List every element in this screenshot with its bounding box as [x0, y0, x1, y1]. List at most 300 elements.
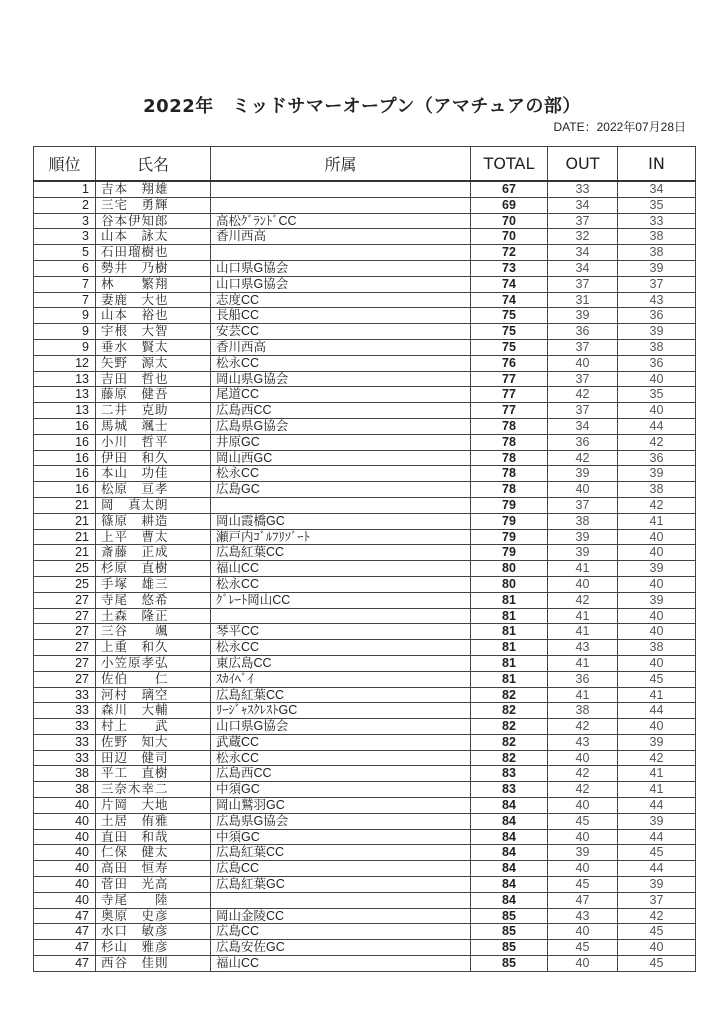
affiliation-cell: 山口県G協会	[211, 719, 471, 735]
rank-cell: 13	[34, 387, 96, 403]
out-cell: 40	[548, 924, 618, 940]
table-row	[34, 292, 696, 308]
out-cell: 41	[548, 608, 618, 624]
rank-cell: 12	[34, 355, 96, 371]
name-cell: 村上 武	[96, 719, 211, 735]
total-cell: 77	[471, 371, 548, 387]
total-cell: 81	[471, 608, 548, 624]
table-row	[34, 355, 696, 371]
affiliation-cell: 広島県G協会	[211, 418, 471, 434]
affiliation-cell: 福山CC	[211, 956, 471, 972]
total-cell: 84	[471, 861, 548, 877]
table-row	[34, 719, 696, 735]
total-cell: 67	[471, 181, 548, 197]
document-title: 2022年 ミッドサマーオープン（アマチュアの部）	[143, 96, 581, 117]
out-cell: 37	[548, 497, 618, 513]
rank-cell: 3	[34, 213, 96, 229]
out-cell: 37	[548, 371, 618, 387]
out-cell: 40	[548, 798, 618, 814]
affiliation-cell: ｸﾞﾚｰﾄ岡山CC	[211, 592, 471, 608]
table-row	[34, 766, 696, 782]
affiliation-cell: 中須GC	[211, 829, 471, 845]
rank-cell: 40	[34, 845, 96, 861]
total-cell: 84	[471, 798, 548, 814]
rank-cell: 9	[34, 324, 96, 340]
affiliation-cell	[211, 497, 471, 513]
affiliation-cell: 松永CC	[211, 750, 471, 766]
name-cell: 森川 大輔	[96, 703, 211, 719]
total-cell: 81	[471, 592, 548, 608]
in-cell: 44	[618, 703, 696, 719]
out-cell: 45	[548, 940, 618, 956]
name-cell: 矢野 源太	[96, 355, 211, 371]
affiliation-cell: 広島CC	[211, 861, 471, 877]
total-cell: 70	[471, 213, 548, 229]
total-cell: 75	[471, 339, 548, 355]
in-cell: 40	[618, 576, 696, 592]
out-cell: 41	[548, 687, 618, 703]
table-row	[34, 371, 696, 387]
out-cell: 41	[548, 655, 618, 671]
in-cell: 42	[618, 497, 696, 513]
affiliation-cell	[211, 181, 471, 197]
rank-cell: 40	[34, 861, 96, 877]
total-cell: 82	[471, 719, 548, 735]
rank-cell: 33	[34, 719, 96, 735]
in-cell: 33	[618, 213, 696, 229]
name-cell: 林 繁翔	[96, 276, 211, 292]
in-cell: 44	[618, 861, 696, 877]
header-rank: 順位	[34, 147, 96, 182]
in-cell: 38	[618, 339, 696, 355]
total-cell: 82	[471, 750, 548, 766]
in-cell: 41	[618, 513, 696, 529]
total-cell: 69	[471, 197, 548, 213]
table-row	[34, 592, 696, 608]
table-row	[34, 213, 696, 229]
out-cell: 40	[548, 829, 618, 845]
table-row	[34, 339, 696, 355]
rank-cell: 33	[34, 734, 96, 750]
total-cell: 74	[471, 276, 548, 292]
out-cell: 38	[548, 703, 618, 719]
rank-cell: 7	[34, 292, 96, 308]
table-row	[34, 908, 696, 924]
out-cell: 43	[548, 734, 618, 750]
total-cell: 81	[471, 655, 548, 671]
rank-cell: 16	[34, 434, 96, 450]
total-cell: 83	[471, 766, 548, 782]
in-cell: 39	[618, 877, 696, 893]
out-cell: 36	[548, 434, 618, 450]
rank-cell: 16	[34, 482, 96, 498]
name-cell: 石田瑠樹也	[96, 245, 211, 261]
table-row	[34, 703, 696, 719]
affiliation-cell: 瀬戸内ｺﾞﾙﾌﾘｿﾞｰﾄ	[211, 529, 471, 545]
in-cell: 39	[618, 592, 696, 608]
affiliation-cell: 山口県G協会	[211, 276, 471, 292]
out-cell: 40	[548, 576, 618, 592]
rank-cell: 13	[34, 371, 96, 387]
table-row	[34, 545, 696, 561]
rank-cell: 47	[34, 956, 96, 972]
affiliation-cell: 広島安佐GC	[211, 940, 471, 956]
out-cell: 41	[548, 624, 618, 640]
table-row	[34, 624, 696, 640]
table-row	[34, 561, 696, 577]
table-row	[34, 892, 696, 908]
name-cell: 土森 隆正	[96, 608, 211, 624]
name-cell: 妻鹿 大也	[96, 292, 211, 308]
name-cell: 山本 裕也	[96, 308, 211, 324]
name-cell: 吉田 哲也	[96, 371, 211, 387]
table-row	[34, 608, 696, 624]
affiliation-cell: 琴平CC	[211, 624, 471, 640]
name-cell: 小笠原孝弘	[96, 655, 211, 671]
table-row	[34, 513, 696, 529]
affiliation-cell: ｽｶｲﾍﾞｲ	[211, 671, 471, 687]
out-cell: 31	[548, 292, 618, 308]
total-cell: 78	[471, 466, 548, 482]
out-cell: 39	[548, 466, 618, 482]
out-cell: 45	[548, 877, 618, 893]
rank-cell: 16	[34, 418, 96, 434]
in-cell: 41	[618, 782, 696, 798]
in-cell: 44	[618, 418, 696, 434]
table-row	[34, 197, 696, 213]
table-row	[34, 861, 696, 877]
in-cell: 42	[618, 750, 696, 766]
in-cell: 36	[618, 450, 696, 466]
total-cell: 79	[471, 497, 548, 513]
out-cell: 43	[548, 640, 618, 656]
table-row	[34, 924, 696, 940]
results-table	[33, 146, 696, 972]
total-cell: 79	[471, 545, 548, 561]
table-row	[34, 276, 696, 292]
affiliation-cell: 広島紅葉CC	[211, 845, 471, 861]
table-row	[34, 813, 696, 829]
rank-cell: 27	[34, 640, 96, 656]
affiliation-cell: 福山CC	[211, 561, 471, 577]
affiliation-cell: 高松ｸﾞﾗﾝﾄﾞCC	[211, 213, 471, 229]
affiliation-cell: 井原GC	[211, 434, 471, 450]
total-cell: 78	[471, 418, 548, 434]
in-cell: 38	[618, 229, 696, 245]
rank-cell: 7	[34, 276, 96, 292]
in-cell: 40	[618, 940, 696, 956]
out-cell: 40	[548, 956, 618, 972]
name-cell: 平工 直樹	[96, 766, 211, 782]
in-cell: 45	[618, 845, 696, 861]
total-cell: 85	[471, 940, 548, 956]
affiliation-cell: 松永CC	[211, 466, 471, 482]
out-cell: 43	[548, 908, 618, 924]
affiliation-cell: 武蔵CC	[211, 734, 471, 750]
affiliation-cell: 中須GC	[211, 782, 471, 798]
in-cell: 38	[618, 245, 696, 261]
name-cell: 本山 功佳	[96, 466, 211, 482]
in-cell: 36	[618, 355, 696, 371]
affiliation-cell: 山口県G協会	[211, 260, 471, 276]
rank-cell: 27	[34, 624, 96, 640]
in-cell: 37	[618, 276, 696, 292]
name-cell: 篠原 耕造	[96, 513, 211, 529]
affiliation-cell: 松永CC	[211, 355, 471, 371]
table-row	[34, 877, 696, 893]
table-row	[34, 497, 696, 513]
name-cell: 馬城 颯士	[96, 418, 211, 434]
total-cell: 83	[471, 782, 548, 798]
name-cell: 田辺 健司	[96, 750, 211, 766]
rank-cell: 1	[34, 181, 96, 197]
rank-cell: 38	[34, 766, 96, 782]
total-cell: 82	[471, 703, 548, 719]
rank-cell: 9	[34, 339, 96, 355]
table-row	[34, 687, 696, 703]
rank-cell: 25	[34, 576, 96, 592]
total-cell: 84	[471, 829, 548, 845]
name-cell: 斎藤 正成	[96, 545, 211, 561]
header-in: IN	[618, 147, 696, 182]
rank-cell: 40	[34, 829, 96, 845]
affiliation-cell: 安芸CC	[211, 324, 471, 340]
table-row	[34, 434, 696, 450]
affiliation-cell: 広島GC	[211, 482, 471, 498]
rank-cell: 21	[34, 529, 96, 545]
name-cell: 直田 和哉	[96, 829, 211, 845]
in-cell: 37	[618, 892, 696, 908]
in-cell: 35	[618, 387, 696, 403]
out-cell: 40	[548, 750, 618, 766]
rank-cell: 33	[34, 750, 96, 766]
name-cell: 谷本伊知郎	[96, 213, 211, 229]
total-cell: 80	[471, 561, 548, 577]
total-cell: 85	[471, 956, 548, 972]
in-cell: 35	[618, 197, 696, 213]
out-cell: 42	[548, 450, 618, 466]
rank-cell: 21	[34, 513, 96, 529]
in-cell: 45	[618, 924, 696, 940]
affiliation-cell: 広島紅葉CC	[211, 687, 471, 703]
out-cell: 42	[548, 766, 618, 782]
rank-cell: 27	[34, 592, 96, 608]
in-cell: 40	[618, 624, 696, 640]
in-cell: 39	[618, 260, 696, 276]
table-row	[34, 466, 696, 482]
out-cell: 34	[548, 418, 618, 434]
rank-cell: 5	[34, 245, 96, 261]
table-row	[34, 734, 696, 750]
name-cell: 水口 敏彦	[96, 924, 211, 940]
name-cell: 杉山 雅彦	[96, 940, 211, 956]
out-cell: 36	[548, 671, 618, 687]
out-cell: 40	[548, 482, 618, 498]
table-row	[34, 260, 696, 276]
affiliation-cell: 広島紅葉GC	[211, 877, 471, 893]
affiliation-cell: 岡山金陵CC	[211, 908, 471, 924]
in-cell: 45	[618, 671, 696, 687]
table-row	[34, 655, 696, 671]
rank-cell: 33	[34, 703, 96, 719]
in-cell: 40	[618, 545, 696, 561]
name-cell: 西谷 佳則	[96, 956, 211, 972]
table-row	[34, 181, 696, 197]
header-row	[34, 147, 696, 182]
name-cell: 佐野 知大	[96, 734, 211, 750]
date-label: DATE：2022年07月28日	[553, 120, 686, 134]
in-cell: 40	[618, 529, 696, 545]
name-cell: 伊田 和久	[96, 450, 211, 466]
out-cell: 39	[548, 308, 618, 324]
total-cell: 84	[471, 813, 548, 829]
out-cell: 34	[548, 260, 618, 276]
affiliation-cell: 広島西CC	[211, 766, 471, 782]
total-cell: 82	[471, 687, 548, 703]
total-cell: 72	[471, 245, 548, 261]
table-row	[34, 671, 696, 687]
in-cell: 43	[618, 292, 696, 308]
in-cell: 45	[618, 956, 696, 972]
total-cell: 77	[471, 387, 548, 403]
affiliation-cell: 松永CC	[211, 640, 471, 656]
rank-cell: 2	[34, 197, 96, 213]
out-cell: 37	[548, 339, 618, 355]
out-cell: 39	[548, 845, 618, 861]
name-cell: 佐伯 仁	[96, 671, 211, 687]
name-cell: 二井 克助	[96, 403, 211, 419]
total-cell: 79	[471, 513, 548, 529]
out-cell: 42	[548, 592, 618, 608]
name-cell: 高田 恒寿	[96, 861, 211, 877]
total-cell: 78	[471, 482, 548, 498]
total-cell: 84	[471, 892, 548, 908]
in-cell: 42	[618, 908, 696, 924]
affiliation-cell: 広島西CC	[211, 403, 471, 419]
rank-cell: 40	[34, 813, 96, 829]
out-cell: 39	[548, 529, 618, 545]
affiliation-cell: 岡山西GC	[211, 450, 471, 466]
rank-cell: 16	[34, 450, 96, 466]
name-cell: 勢井 乃樹	[96, 260, 211, 276]
affiliation-cell: 広島紅葉CC	[211, 545, 471, 561]
affiliation-cell: 広島県G協会	[211, 813, 471, 829]
name-cell: 上平 曹太	[96, 529, 211, 545]
rank-cell: 38	[34, 782, 96, 798]
in-cell: 39	[618, 561, 696, 577]
total-cell: 76	[471, 355, 548, 371]
total-cell: 78	[471, 434, 548, 450]
table-row	[34, 529, 696, 545]
rank-cell: 47	[34, 940, 96, 956]
affiliation-cell	[211, 197, 471, 213]
out-cell: 36	[548, 324, 618, 340]
out-cell: 34	[548, 245, 618, 261]
rank-cell: 21	[34, 545, 96, 561]
total-cell: 75	[471, 324, 548, 340]
name-cell: 岡 真太朗	[96, 497, 211, 513]
name-cell: 山本 詠太	[96, 229, 211, 245]
name-cell: 吉本 翔雄	[96, 181, 211, 197]
affiliation-cell: 香川西高	[211, 229, 471, 245]
in-cell: 39	[618, 466, 696, 482]
total-cell: 79	[471, 529, 548, 545]
rank-cell: 27	[34, 655, 96, 671]
out-cell: 37	[548, 276, 618, 292]
rank-cell: 9	[34, 308, 96, 324]
rank-cell: 47	[34, 908, 96, 924]
out-cell: 37	[548, 213, 618, 229]
affiliation-cell	[211, 892, 471, 908]
name-cell: 上重 和久	[96, 640, 211, 656]
in-cell: 41	[618, 687, 696, 703]
table-row	[34, 750, 696, 766]
affiliation-cell: 岡山県G協会	[211, 371, 471, 387]
in-cell: 40	[618, 719, 696, 735]
affiliation-cell	[211, 245, 471, 261]
in-cell: 44	[618, 798, 696, 814]
in-cell: 39	[618, 324, 696, 340]
affiliation-cell: 東広島CC	[211, 655, 471, 671]
table-row	[34, 798, 696, 814]
table-row	[34, 956, 696, 972]
table-row	[34, 245, 696, 261]
out-cell: 38	[548, 513, 618, 529]
total-cell: 80	[471, 576, 548, 592]
name-cell: 寺尾 陸	[96, 892, 211, 908]
rank-cell: 40	[34, 798, 96, 814]
in-cell: 40	[618, 403, 696, 419]
affiliation-cell	[211, 608, 471, 624]
total-cell: 78	[471, 450, 548, 466]
rank-cell: 27	[34, 671, 96, 687]
total-cell: 77	[471, 403, 548, 419]
name-cell: 寺尾 悠希	[96, 592, 211, 608]
table-row	[34, 450, 696, 466]
header-total: TOTAL	[471, 147, 548, 182]
table-row	[34, 640, 696, 656]
in-cell: 40	[618, 655, 696, 671]
out-cell: 37	[548, 403, 618, 419]
total-cell: 85	[471, 908, 548, 924]
table-row	[34, 324, 696, 340]
rank-cell: 40	[34, 892, 96, 908]
out-cell: 39	[548, 545, 618, 561]
name-cell: 藤原 健吾	[96, 387, 211, 403]
name-cell: 小川 哲平	[96, 434, 211, 450]
out-cell: 40	[548, 861, 618, 877]
table-row	[34, 829, 696, 845]
total-cell: 70	[471, 229, 548, 245]
name-cell: 松原 亘孝	[96, 482, 211, 498]
table-row	[34, 845, 696, 861]
affiliation-cell: 広島CC	[211, 924, 471, 940]
in-cell: 38	[618, 640, 696, 656]
in-cell: 40	[618, 608, 696, 624]
in-cell: 41	[618, 766, 696, 782]
table-row	[34, 229, 696, 245]
rank-cell: 16	[34, 466, 96, 482]
affiliation-cell: 尾道CC	[211, 387, 471, 403]
table-row	[34, 387, 696, 403]
in-cell: 39	[618, 734, 696, 750]
affiliation-cell: 岡山霞橋GC	[211, 513, 471, 529]
out-cell: 45	[548, 813, 618, 829]
name-cell: 土居 侑雅	[96, 813, 211, 829]
name-cell: 垂水 賢太	[96, 339, 211, 355]
table-row	[34, 782, 696, 798]
rank-cell: 6	[34, 260, 96, 276]
